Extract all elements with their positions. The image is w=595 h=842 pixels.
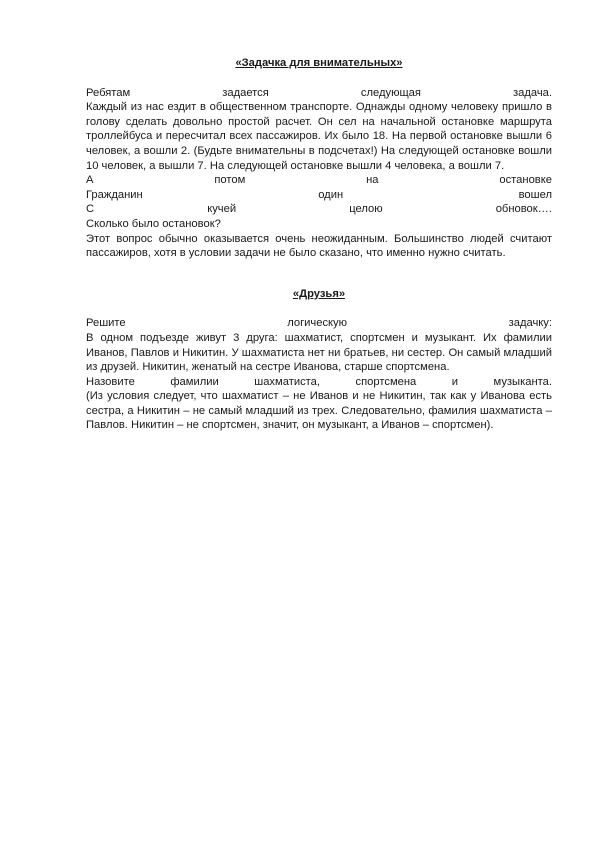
poem-word: А [86, 174, 94, 187]
poem-word: целою [349, 203, 383, 216]
document-page [86, 56, 552, 433]
task-word: фамилии [170, 375, 219, 388]
section-title-friends: «Друзья» [292, 287, 346, 300]
intro-word: задача. [512, 86, 552, 99]
problem-paragraph: Каждый из нас ездит в общественном транспорте. Однажды одному человеку пришло в голову сделать довольно простой расчет. Он сел на начальной остановке маршрута троллейбуса и пересчитал всех пассажиров. Их было 18. На первой остановке вышли 6 человек, а вошли 2. (Будьте внимательны в подсчетах!) На следующей остановке вошли 10 человек, а вышли 7. На следующей остановке вышли 4 человека, а вошли 7. [86, 101, 552, 172]
poem-word: кучей [207, 203, 237, 216]
poem-word: на [366, 174, 379, 187]
task-word: спортсмена [355, 375, 417, 388]
friends-paragraph: В одном подъезде живут 3 друга: шахматист, спортсмен и музыкант. Их фамилии Иванов, Павлов и Никитин. У шахматиста нет ни братьев, ни сестер. Он самый младший из друзей. Никитин, женатый на сестре Иванова, старше спортсмена. [86, 331, 552, 374]
poem-word: остановке [499, 174, 552, 187]
intro-line [86, 86, 552, 101]
solution-paragraph: (Из условия следует, что шахматист – не Иванов и не Никитин, так как у Иванова есть сестра, а Никитин – не самый младший из трех. Следовательно, фамилия шахматиста – Павлов. Никитин – не спортсмен, значит, он музыкант, а Иванов – спортсмен). [86, 390, 552, 432]
poem-word: С [86, 203, 95, 216]
task-word: и [451, 375, 459, 388]
intro-word: логическую [287, 317, 348, 330]
intro-word: Решите [86, 317, 126, 330]
poem-word: обновок…. [495, 203, 552, 216]
intro-word: задачку: [508, 317, 552, 330]
section-gap [86, 261, 552, 275]
poem-line-1 [86, 173, 552, 188]
poem-word: один [318, 188, 344, 201]
intro-word: задается [222, 86, 269, 99]
poem-line-2 [86, 188, 552, 203]
poem-word: потом [214, 174, 246, 187]
task-word: музыканта. [493, 375, 552, 388]
intro-word: Ребятам [86, 86, 131, 99]
task-word: Назовите [86, 375, 135, 388]
answer-paragraph: Этот вопрос обычно оказывается очень неожиданным. Большинство людей считают пассажиров, хотя в условии задачи не было сказано, что именно нужно считать. [86, 232, 552, 260]
poem-line-3 [86, 202, 552, 217]
poem-word: Гражданин [86, 188, 143, 201]
question-line: Сколько было остановок? [86, 217, 221, 230]
poem-word: вошел [518, 188, 552, 201]
name-task-line [86, 375, 552, 390]
intro-word: следующая [360, 86, 421, 99]
intro-line-2 [86, 316, 552, 331]
task-word: шахматиста, [254, 375, 320, 388]
section-title-attentive: «Задачка для внимательных» [235, 57, 403, 69]
